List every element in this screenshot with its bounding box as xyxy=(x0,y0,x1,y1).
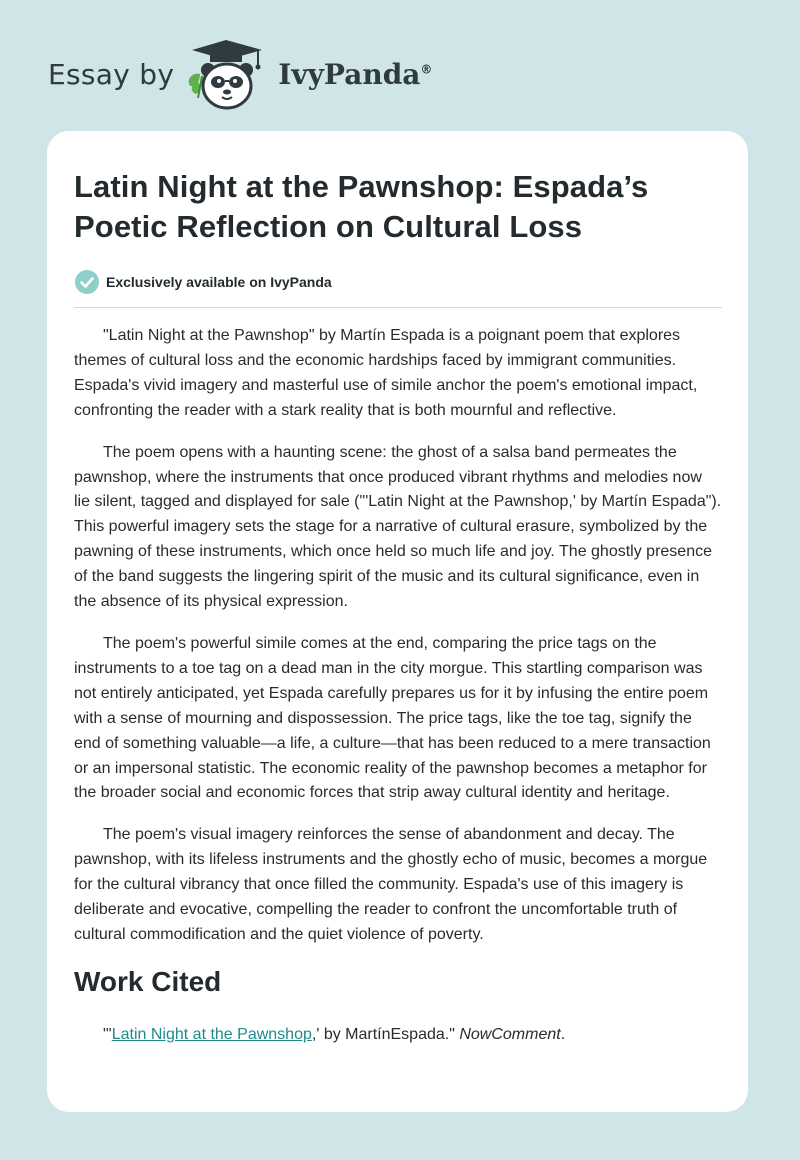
essay-title: Latin Night at the Pawnshop: Espada’s Poetic Reflection on Cultural Loss xyxy=(74,169,649,244)
citation-journal: NowComment xyxy=(459,1025,561,1043)
essay-body xyxy=(74,324,722,948)
works-cited-heading: Work Cited xyxy=(74,965,222,997)
site-brand[interactable] xyxy=(48,36,432,112)
citation-middle: ,' by MartínEspada." xyxy=(311,1025,460,1043)
title-divider xyxy=(74,307,722,308)
exclusive-badge-label: Exclusively available on IvyPanda xyxy=(106,274,332,290)
brand-name-text: IvyPanda xyxy=(278,57,421,91)
essay-paragraph: The poem's visual imagery reinforces the sense of abandonment and decay. The pawnshop, with its lifeless instruments and the ghostly echo of music, becomes a morgue for the cultural vibrancy that once filled the community. Espada's use of this imagery is deliberate and evocative, compelling the reader to confront the uncomfortable truth of cultural commodification and the quiet violence of poverty. xyxy=(74,826,708,943)
essay-card xyxy=(47,131,748,1112)
essay-by-label: Essay by xyxy=(48,57,175,91)
citation-suffix: . xyxy=(560,1025,566,1043)
citation-link[interactable]: Latin Night at the Pawnshop xyxy=(111,1025,312,1043)
citation-prefix: "' xyxy=(103,1025,112,1043)
brand-name xyxy=(278,58,432,91)
panda-graduate-icon xyxy=(184,36,274,112)
check-circle-icon xyxy=(74,269,100,295)
essay-paragraph: The poem opens with a haunting scene: the ghost of a salsa band permeates the pawnshop, where the instruments that once produced vibrant rhythms and melodies now lie silent, tagged and displayed for sale ("'Latin Night at the Pawnshop,' by Martín Espada"). This powerful imagery sets the stage for a narrative of cultural erasure, symbolized by the pawning of these instruments, which once held so much life and joy. The ghostly presence of the band suggests the lingering spirit of the music and its cultural significance, even in the absence of its physical expression. xyxy=(74,443,722,611)
citation-entry xyxy=(74,1023,722,1047)
essay-paragraph: The poem's powerful simile comes at the end, comparing the price tags on the instruments to a toe tag on a dead man in the city morgue. This startling comparison was not entirely anticipated, yet Espada carefully prepares us for it by infusing the entire poem with a sense of mourning and dispossession. The price tags, like the toe tag, signify the end of something valuable—a life, a culture—that has been reduced to a mere transaction or an impersonal statistic. The economic reality of the pawnshop becomes a metaphor for the broader social and economic forces that strip away cultural identity and heritage. xyxy=(74,634,711,802)
registered-mark: ® xyxy=(420,62,433,77)
exclusive-badge xyxy=(74,269,722,295)
essay-paragraph: "Latin Night at the Pawnshop" by Martín Espada is a poignant poem that explores themes of cultural loss and the economic hardships faced by immigrant communities. Espada's vivid imagery and masterful use of simile anchor the poem's emotional impact, confronting the reader with a stark reality that is both mournful and reflective. xyxy=(74,327,698,419)
